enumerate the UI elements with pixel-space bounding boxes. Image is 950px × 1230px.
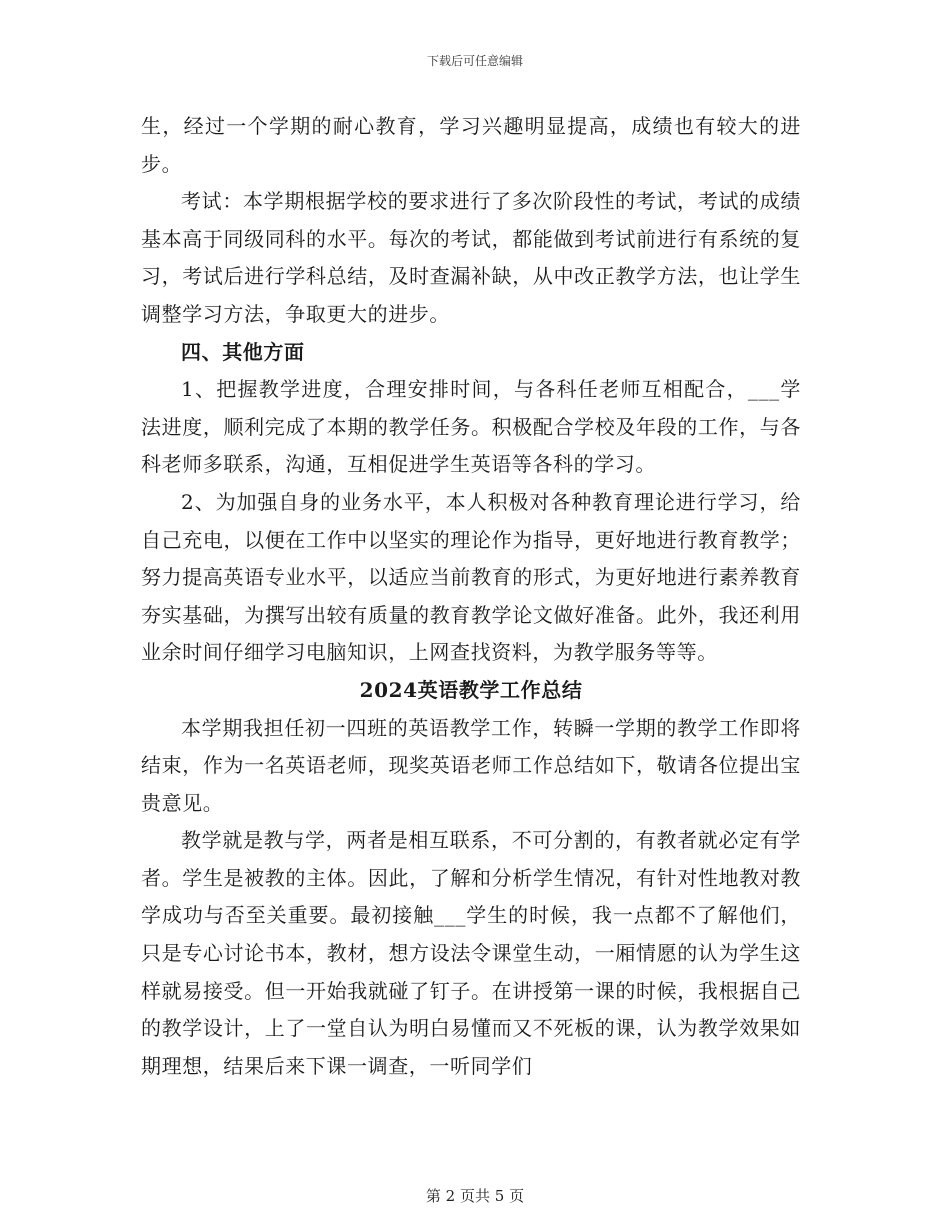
document-title: 2024英语教学工作总结	[359, 677, 583, 702]
section-heading-other: 四、其他方面	[181, 339, 305, 364]
paragraph-item-2: 2、为加强自身的业务水平，本人积极对各种教育理论进行学习，给自己充电，以便在工作中以坚实的理论作为指导，更好地进行教育教学；努力提高英语专业水平，以适应当前教育的形式，为更好地进行素养教育夯实基础，为撰写出较有质量的教育教学论文做好准备。此外，我还利用业余时间仔细学习电脑知识，上网查找资料，为教学服务等等。	[141, 489, 801, 665]
document-body	[141, 108, 801, 1085]
paragraph-exam: 考试：本学期根据学校的要求进行了多次阶段性的考试，考试的成绩基本高于同级同科的水平。每次的考试，都能做到考试前进行有系统的复习，考试后进行学科总结，及时查漏补缺，从中改正教学方法，也让学生调整学习方法，争取更大的进步。	[141, 189, 801, 326]
paragraph-continuation: 生，经过一个学期的耐心教育，学习兴趣明显提高，成绩也有较大的进步。	[141, 114, 801, 176]
paragraph-teaching: 教学就是教与学，两者是相互联系，不可分割的，有教者就必定有学者。学生是被教的主体。因此，了解和分析学生情况，有针对性地教对教学成功与否至关重要。最初接触___学生的时候，我一点都不了解他们，只是专心讨论书本，教材，想方设法令课堂生动，一厢情愿的认为学生这样就易接受。但一开始我就碰了钉子。在讲授第一课的时候，我根据自己的教学设计，上了一堂自认为明白易懂而又不死板的课，认为教学效果如期理想，结果后来下课一调查，一听同学们	[141, 828, 801, 1078]
paragraph-intro: 本学期我担任初一四班的英语教学工作，转瞬一学期的教学工作即将结束，作为一名英语老师，现奖英语老师工作总结如下，敬请各位提出宝贵意见。	[141, 715, 801, 815]
page-header: 下载后可任意编辑	[426, 54, 523, 68]
page-footer: 第 2 页共 5 页	[425, 1187, 525, 1205]
paragraph-item-1: 1、把握教学进度，合理安排时间，与各科任老师互相配合，___学法进度，顺利完成了本期的教学任务。积极配合学校及年段的工作，与各科老师多联系，沟通，互相促进学生英语等各科的学习。	[141, 377, 801, 477]
